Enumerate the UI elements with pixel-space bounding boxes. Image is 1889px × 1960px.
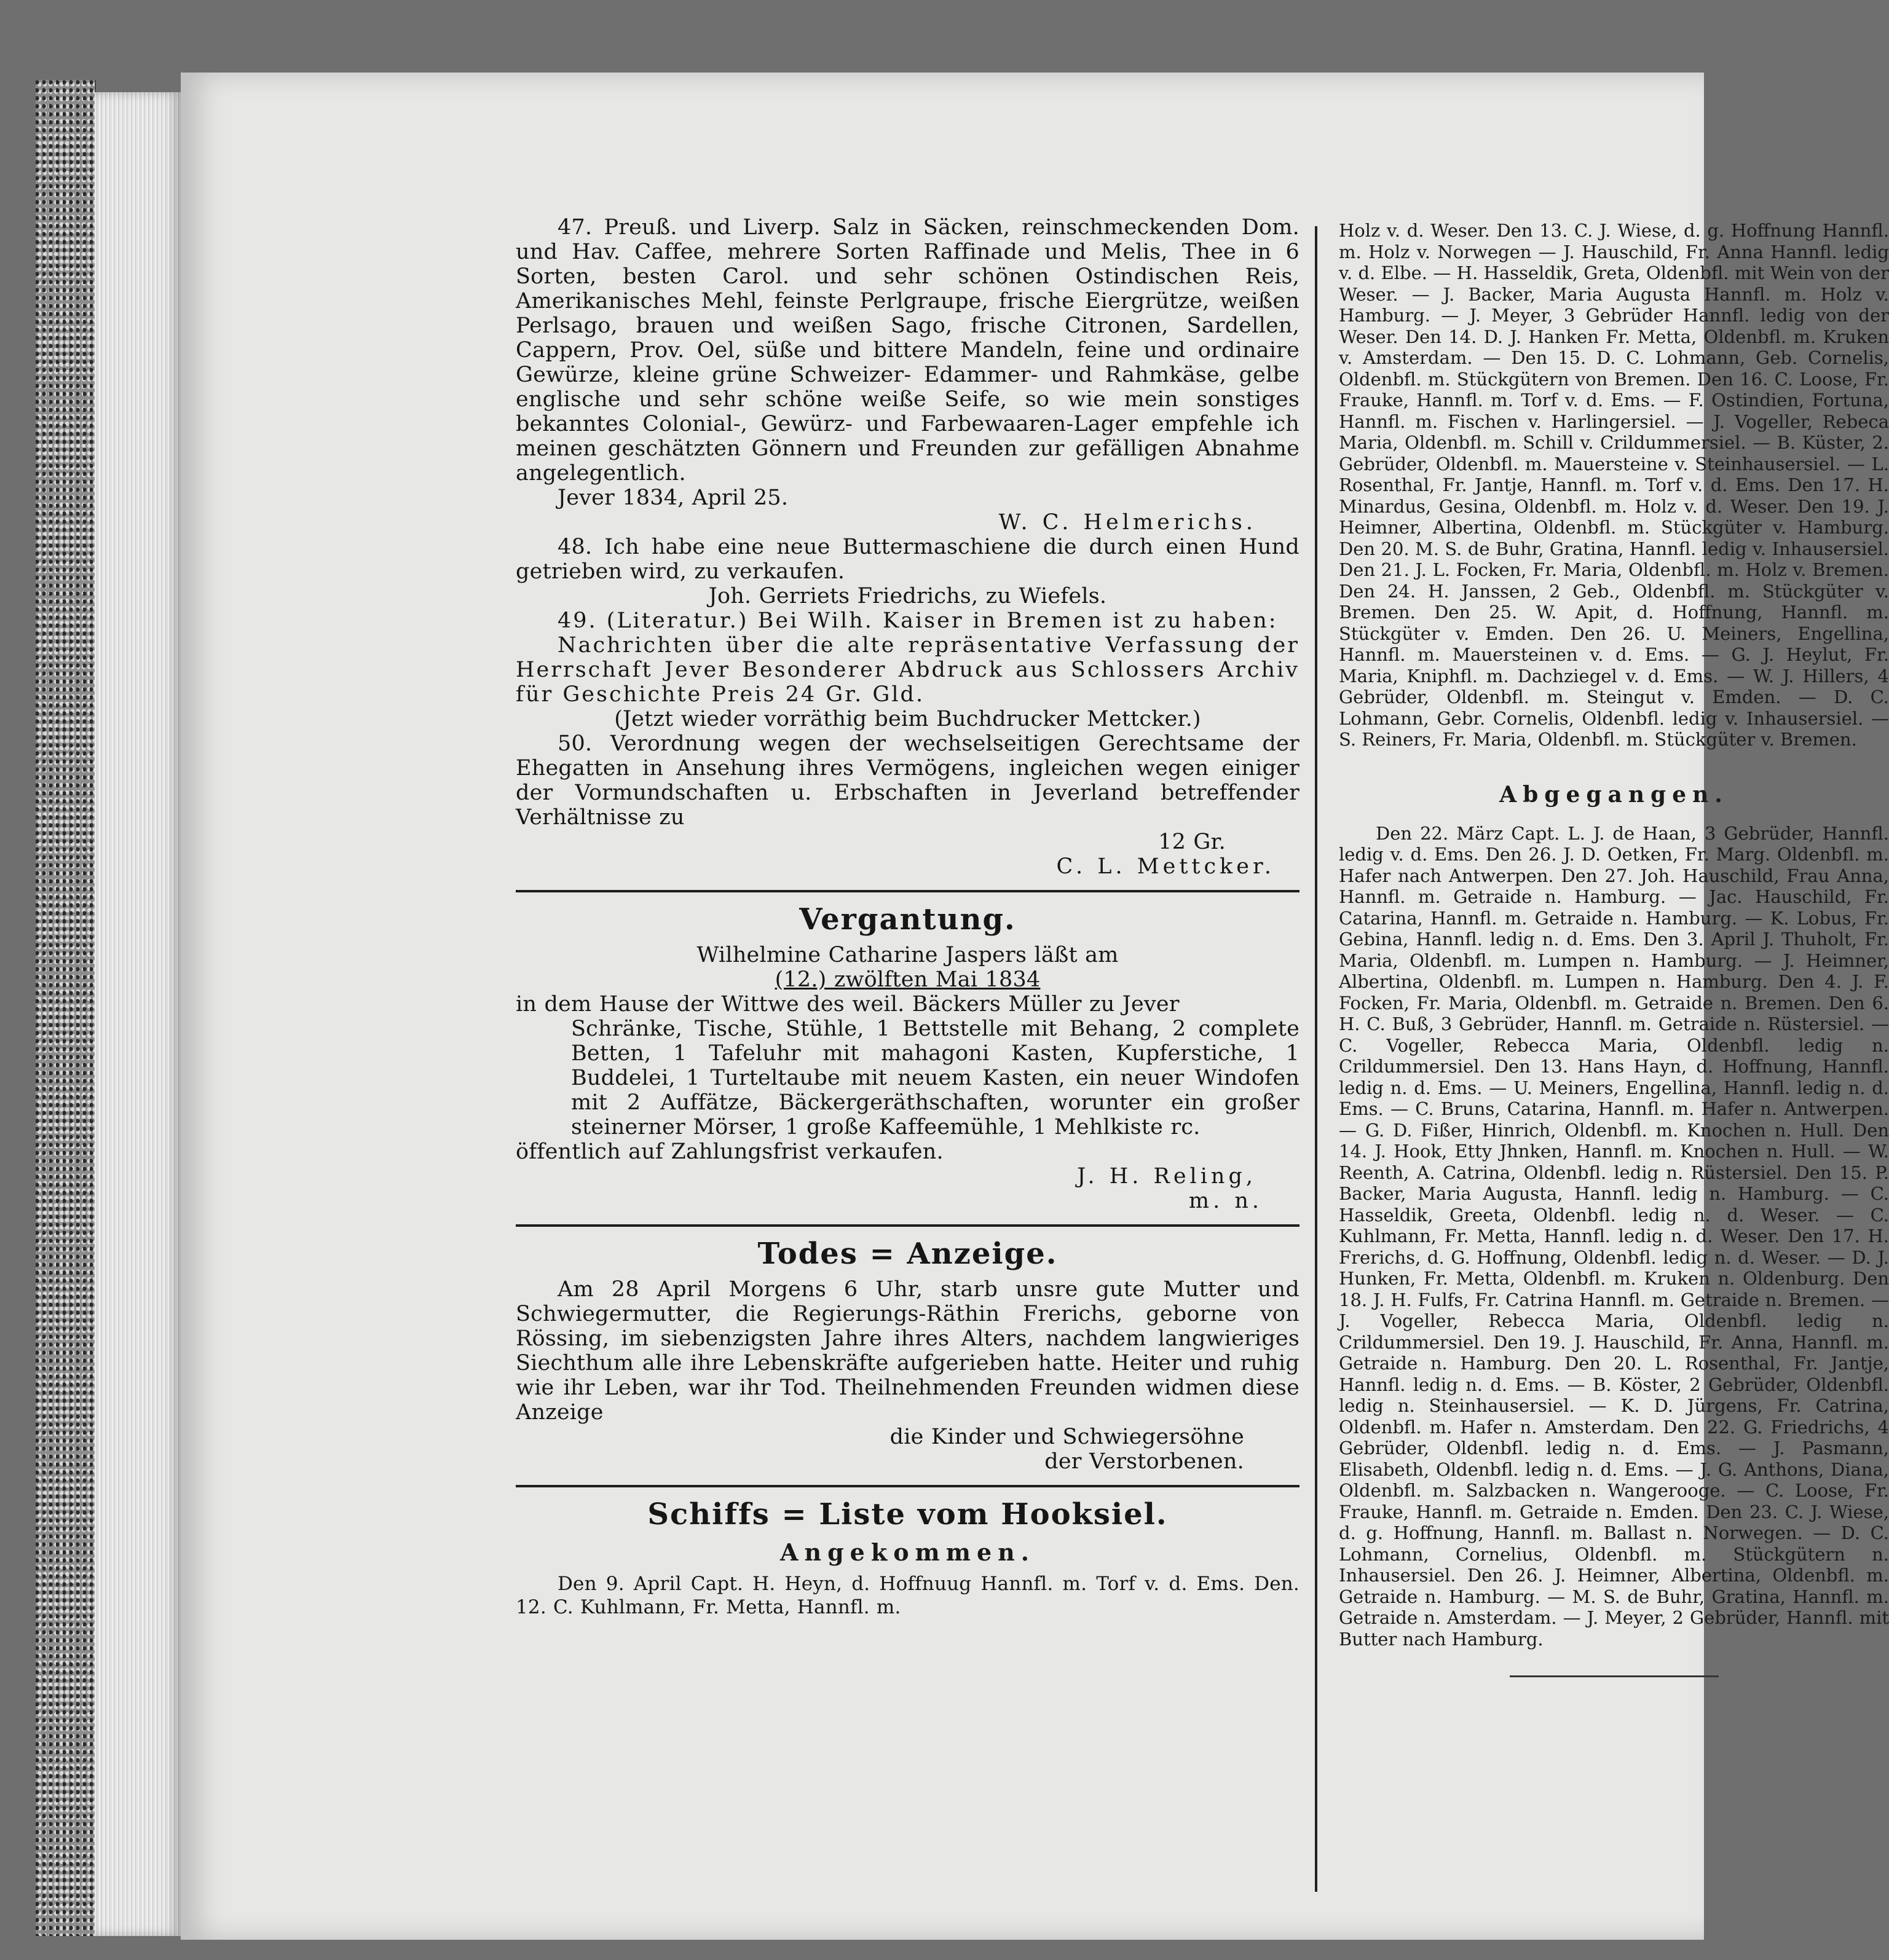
- ad-47-date: Jever 1834, April 25.: [558, 486, 789, 510]
- angekommen-text-continued: Holz v. d. Weser. Den 13. C. J. Wiese, d. g. Hoffnung Hannfl. m. Holz v. Norwegen — J. Hauschild, Fr. Anna Hannfl. ledig v. d. Elbe. — H. Hasseldik, Greta, Oldenbfl. mit Wein von der Weser. — J. Backer, Maria Augusta Hannfl. m. Holz v. Hamburg. — J. Meyer, 3 Gebrüder Hannfl. ledig von der Weser. Den 14. D. J. Hanken Fr. Metta, Oldenbfl. m. Kruken v. Amsterdam. — Den 15. D. C. Lohmann, Geb. Cornelis, Oldenbfl. m. Stückgütern von Bremen. Den 16. C. Loose, Fr. Frauke, Hannfl. m. Torf v. d. Ems. — F. Ostindien, Fortuna, Hannfl. m. Fischen v. Harlingersiel. — J. Vogeller, Rebeca Maria, Oldenbfl. m. Schill v. Crildummersiel. — B. Küster, 2. Gebrüder, Oldenbfl. m. Mauersteine v. Steinhausersiel. — L. Rosenthal, Fr. Jantje, Hannfl. m. Torf v. d. Ems. Den 17. H. Minardus, Gesina, Oldenbfl. m. Holz v. d. Weser. Den 19. J. Heimner, Albertina, Oldenbfl. m. Stückgüter v. Hamburg. Den 20. M. S. de Buhr, Gratina, Hannfl. ledig v. Inhausersiel. Den 21. J. L. Focken, Fr. Maria, Oldenbfl. m. Holz v. Bremen. Den 24. H. Janssen, 2 Geb., Oldenbfl. m. Stückgüter v. Bremen. Den 25. W. Apit, d. Hoffnung, Hannfl. m. Stückgüter v. Emden. Den 26. U. Meiners, Engellina, Hannfl. m. Mauersteinen v. d. Ems. — G. J. Heylut, Fr. Maria, Kniphfl. m. Dachziegel v. d. Ems. — W. J. Hillers, 4 Gebrüder, Oldenbfl. m. Steingut v. Emden. — D. C. Lohmann, Gebr. Cornelis, Oldenbfl. ledig v. Inhausersiel. — S. Reiners, Fr. Maria, Oldenbfl. m. Stückgüter v. Bremen.: [1339, 220, 1889, 750]
- abgegangen-heading: Abgegangen.: [1499, 781, 1729, 808]
- schiffs-liste-heading: Schiffs = Liste vom Hooksiel.: [647, 1497, 1168, 1532]
- ad-48-signature: Joh. Gerriets Friedrichs, zu Wiefels.: [708, 584, 1107, 608]
- vergantung-signature-1: J. H. Reling,: [1077, 1164, 1256, 1189]
- ad-50: 50. Verordnung wegen der wechselseitigen Gerechtsame der Ehegatten in Ansehung ihres Vermögens, ingleichen wegen einiger der Vormundschaften u. Erbschaften in Jeverland betreffender Verhältnisse zu: [516, 731, 1299, 830]
- ad-47: 47. Preuß. und Liverp. Salz in Säcken, reinschmeckenden Dom. und Hav. Caffee, mehrere Sorten Raffinade und Melis, Thee in 6 Sorten, besten Carol. und sehr schönen Ostindischen Reis, Amerikanisches Mehl, feinste Perlgraupe, frische Eiergrütze, weißen Perlsago, brauen und weißen Sago, frische Citronen, Sardellen, Cappern, Prov. Oel, süße und bittere Mandeln, feine und ordinaire Gewürze, kleine grüne Schweizer- Edammer- und Rahmkäse, gelbe englische und sehr schöne weiße Seife, so wie mein sonstiges bekanntes Colonial-, Gewürz- und Farbewaaren-Lager empfehle ich meinen geschätzten Gönnern und Freunden zur gefälligen Abnahme angelegentlich.: [516, 215, 1299, 486]
- ad-49-note: (Jetzt wieder vorräthig beim Buchdrucker Mettcker.): [614, 707, 1201, 731]
- end-rule: [1510, 1675, 1719, 1677]
- vergantung-line-3: in dem Hause der Wittwe des weil. Bäckers Müller zu Jever: [516, 992, 1180, 1017]
- left-column: [516, 215, 1299, 1619]
- section-rule: [516, 1485, 1299, 1487]
- vergantung-signature-2: m. n.: [1188, 1189, 1263, 1213]
- section-rule: [516, 1224, 1299, 1227]
- right-column: [1339, 220, 1889, 1677]
- section-rule: [516, 890, 1299, 892]
- angekommen-heading: Angekommen.: [780, 1538, 1035, 1566]
- vergantung-closing: öffentlich auf Zahlungsfrist verkaufen.: [516, 1139, 944, 1164]
- ad-50-signature: C. L. Mettcker.: [1056, 854, 1275, 879]
- ad-48: 48. Ich habe eine neue Buttermaschiene die durch einen Hund getrieben wird, zu verkaufen.: [516, 535, 1299, 584]
- abgegangen-text: Den 22. März Capt. L. J. de Haan, 3 Gebrüder, Hannfl. ledig v. d. Ems. Den 26. J. D. Oetken, Fr. Marg. Oldenbfl. m. Hafer nach Antwerpen. Den 27. Joh. Hauschild, Frau Anna, Hannfl. m. Getraide n. Hamburg. — Jac. Hauschild, Fr. Catarina, Hannfl. m. Getraide n. Hamburg. — K. Lobus, Fr. Gebina, Hannfl. ledig n. d. Ems. Den 3. April J. Thuholt, Fr. Maria, Oldenbfl. m. Lumpen n. Hamburg. — J. Heimner, Albertina, Oldenbfl. m. Lumpen n. Hamburg. Den 4. J. F. Focken, Fr. Maria, Oldenbfl. m. Getraide n. Bremen. Den 6. H. C. Buß, 3 Gebrüder, Hannfl. m. Getraide n. Rüstersiel. — C. Vogeller, Rebecca Maria, Oldenbfl. ledig n. Crildummersiel. Den 13. Hans Hayn, d. Hoffnung, Hannfl. ledig n. d. Ems. — U. Meiners, Engellina, Hannfl. ledig n. d. Ems. — C. Bruns, Catarina, Hannfl. m. Hafer n. Antwerpen. — G. D. Fißer, Hinrich, Oldenbfl. m. Knochen n. Hull. Den 14. J. Hook, Etty Jhnken, Hannfl. m. Knochen n. Hull. — W. Reenth, A. Catrina, Oldenbfl. ledig n. Rüstersiel. Den 15. P. Backer, Maria Augusta, Hannfl. ledig n. Hamburg. — C. Hasseldik, Greeta, Oldenbfl. ledig n. d. Weser. — C. Kuhlmann, Fr. Metta, Hannfl. ledig n. d. Weser. Den 17. H. Frerichs, d. G. Hoffnung, Oldenbfl. ledig n. d. Weser. — D. J. Hunken, Fr. Metta, Oldenbfl. m. Kruken n. Oldenburg. Den 18. J. H. Fulfs, Fr. Catrina Hannfl. m. Getraide n. Bremen. — J. Vogeller, Rebecca Maria, Oldenbfl. ledig n. Crildummersiel. Den 19. J. Hauschild, Fr. Anna, Hannfl. m. Getraide n. Hamburg. Den 20. L. Rosenthal, Fr. Jantje, Hannfl. ledig n. d. Ems. — B. Köster, 2 Gebrüder, Oldenbfl. ledig n. Steinhausersiel. — K. D. Jürgens, Fr. Catrina, Oldenbfl. m. Hafer n. Amsterdam. Den 22. G. Friedrichs, 4 Gebrüder, Oldenbfl. ledig n. d. Ems. — J. Pasmann, Elisabeth, Oldenbfl. ledig n. d. Ems. — J. G. Anthons, Diana, Oldenbfl. m. Salzbacken n. Wangerooge. — C. Loose, Fr. Frauke, Hannfl. m. Getraide n. Emden. Den 23. C. J. Wiese, d. g. Hoffnung, Hannfl. m. Ballast n. Norwegen. — D. C. Lohmann, Cornelius, Oldenbfl. m. Stückgütern n. Inhausersiel. Den 26. J. Heimner, Albertina, Oldenbfl. m. Getraide n. Hamburg. — M. S. de Buhr, Gratina, Hannfl. m. Getraide n. Amsterdam. — J. Meyer, 2 Gebrüder, Hannfl. mit Butter nach Hamburg.: [1339, 822, 1889, 1650]
- vergantung-items: Schränke, Tische, Stühle, 1 Bettstelle mit Behang, 2 complete Betten, 1 Tafeluhr mit mahagoni Kasten, Kupferstiche, 1 Buddelei, 1 Turteltaube mit neuem Kasten, ein neuer Windofen mit 2 Auffätze, Bäckergeräthschaften, worunter ein großer steinerner Mörser, 1 große Kaffeemühle, 1 Mehlkiste rc.: [571, 1017, 1299, 1139]
- todes-anzeige-text: Am 28 April Morgens 6 Uhr, starb unsre gute Mutter und Schwiegermutter, die Regierungs-Räthin Frerichs, geborne von Rössing, im siebenzigsten Jahre ihres Alters, nachdem langwieriges Siechthum alle ihre Lebenskräfte aufgerieben hatte. Heiter und ruhig wie ihr Leben, war ihr Tod. Theilnehmenden Freunden widmen diese Anzeige: [516, 1277, 1299, 1425]
- todes-anzeige-signature-1: die Kinder und Schwiegersöhne: [889, 1425, 1244, 1449]
- newspaper-page: [181, 73, 1889, 1940]
- ad-49-intro: 49. (Literatur.) Bei Wilh. Kaiser in Bremen ist zu haben:: [558, 608, 1278, 633]
- page-stack-edge: [95, 92, 181, 1936]
- vergantung-heading: Vergantung.: [799, 902, 1016, 937]
- vergantung-line-1: Wilhelmine Catharine Jaspers läßt am: [696, 943, 1119, 967]
- vergantung-line-2: (12.) zwölften Mai 1834: [775, 967, 1041, 992]
- column-divider: [1315, 226, 1317, 1892]
- ad-47-signature: W. C. Helmerichs.: [998, 510, 1256, 535]
- ad-50-price: 12 Gr.: [1158, 830, 1226, 854]
- todes-anzeige-signature-2: der Verstorbenen.: [1044, 1449, 1244, 1474]
- ad-49-title: Nachrichten über die alte repräsentative Verfassung der Herrschaft Jever Besonderer Abdruck aus Schlossers Archiv für Geschichte Preis 24 Gr. Gld.: [516, 633, 1299, 707]
- book-spine-edge: [36, 80, 96, 1936]
- angekommen-text-start: Den 9. April Capt. H. Heyn, d. Hoffnuug Hannfl. m. Torf v. d. Ems. Den. 12. C. Kuhlmann, Fr. Metta, Hannfl. m.: [516, 1573, 1299, 1618]
- todes-anzeige-heading: Todes = Anzeige.: [757, 1237, 1058, 1271]
